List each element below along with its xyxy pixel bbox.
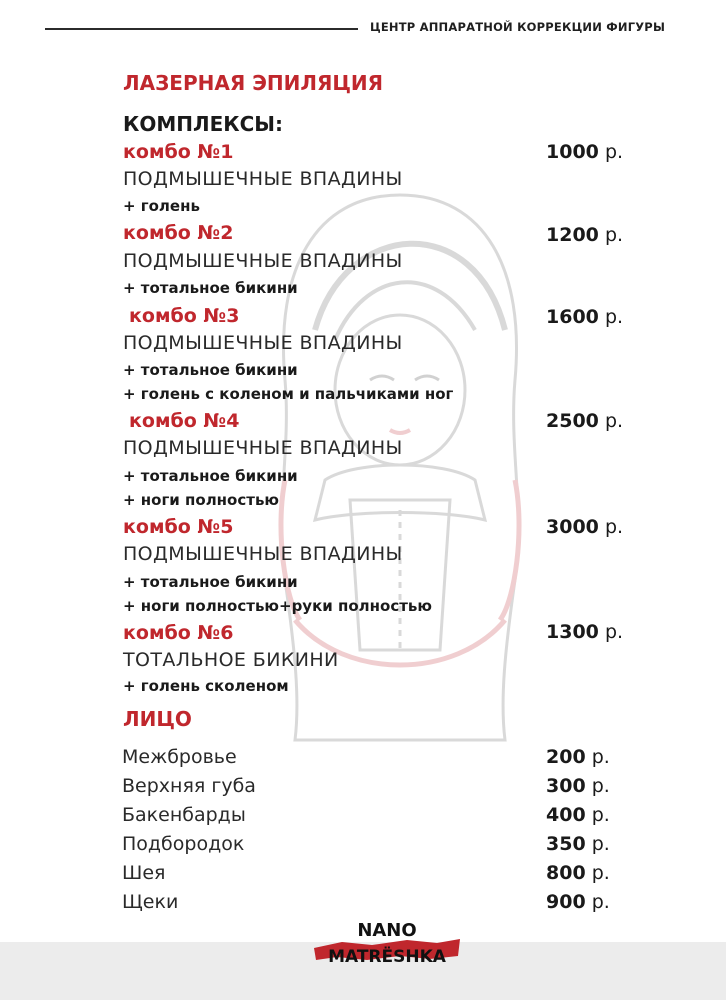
combo-main-zone: ПОДМЫШЕЧНЫЕ ВПАДИНЫ xyxy=(123,332,403,354)
combo-price: 1300 р. xyxy=(546,621,624,643)
combo-main-zone: ПОДМЫШЕЧНЫЕ ВПАДИНЫ xyxy=(123,250,403,272)
face-item-price: 350 р. xyxy=(546,833,610,855)
combo-price: 2500 р. xyxy=(546,410,624,432)
face-item-price: 400 р. xyxy=(546,804,610,826)
face-item-name: Бакенбарды xyxy=(122,804,246,826)
face-item-name: Межбровье xyxy=(122,746,237,768)
logo-text-matreshka: MATRËSHKA xyxy=(328,947,446,967)
combo-add-zone: + тотальное бикини xyxy=(123,361,298,379)
face-item-name: Шея xyxy=(122,862,166,884)
combo-main-zone: ПОДМЫШЕЧНЫЕ ВПАДИНЫ xyxy=(123,168,403,190)
combo-name: комбо №2 xyxy=(123,222,234,244)
face-item-name: Щеки xyxy=(122,891,179,913)
combo-name: комбо №4 xyxy=(129,410,240,432)
combo-name: комбо №5 xyxy=(123,516,234,538)
logo-text-nano: NANO xyxy=(357,920,417,941)
combo-add-zone: + тотальное бикини xyxy=(123,279,298,297)
combo-name: комбо №3 xyxy=(129,305,240,327)
face-item-name: Подбородок xyxy=(122,833,245,855)
combo-add-zone: + голень xyxy=(123,197,200,215)
combo-price: 3000 р. xyxy=(546,516,624,538)
combo-add-zone: + тотальное бикини xyxy=(123,467,298,485)
combo-add-zone: + голень сколеном xyxy=(123,677,289,695)
section-title: ЛАЗЕРНАЯ ЭПИЛЯЦИЯ xyxy=(123,71,384,95)
nano-matreshka-logo-icon xyxy=(312,912,462,974)
face-item-price: 800 р. xyxy=(546,862,610,884)
subsection-title: КОМПЛЕКСЫ: xyxy=(123,112,284,136)
face-item-price: 900 р. xyxy=(546,891,610,913)
face-section-title: ЛИЦО xyxy=(123,707,192,731)
header-rule xyxy=(45,28,358,30)
combo-price: 1000 р. xyxy=(546,141,624,163)
combo-add-zone: + ноги полностью+руки полностью xyxy=(123,597,432,615)
face-item-price: 300 р. xyxy=(546,775,610,797)
combo-name: комбо №6 xyxy=(123,622,234,644)
combo-main-zone: ТОТАЛЬНОЕ БИКИНИ xyxy=(123,649,339,671)
combo-main-zone: ПОДМЫШЕЧНЫЕ ВПАДИНЫ xyxy=(123,543,403,565)
header-title: ЦЕНТР АППАРАТНОЙ КОРРЕКЦИИ ФИГУРЫ xyxy=(370,20,666,34)
combo-main-zone: ПОДМЫШЕЧНЫЕ ВПАДИНЫ xyxy=(123,437,403,459)
combo-add-zone: + ноги полностью xyxy=(123,491,280,509)
face-item-name: Верхняя губа xyxy=(122,775,256,797)
combo-price: 1600 р. xyxy=(546,306,624,328)
combo-name: комбо №1 xyxy=(123,141,234,163)
combo-add-zone: + голень с коленом и пальчиками ног xyxy=(123,385,454,403)
combo-add-zone: + тотальное бикини xyxy=(123,573,298,591)
face-item-price: 200 р. xyxy=(546,746,610,768)
combo-price: 1200 р. xyxy=(546,224,624,246)
